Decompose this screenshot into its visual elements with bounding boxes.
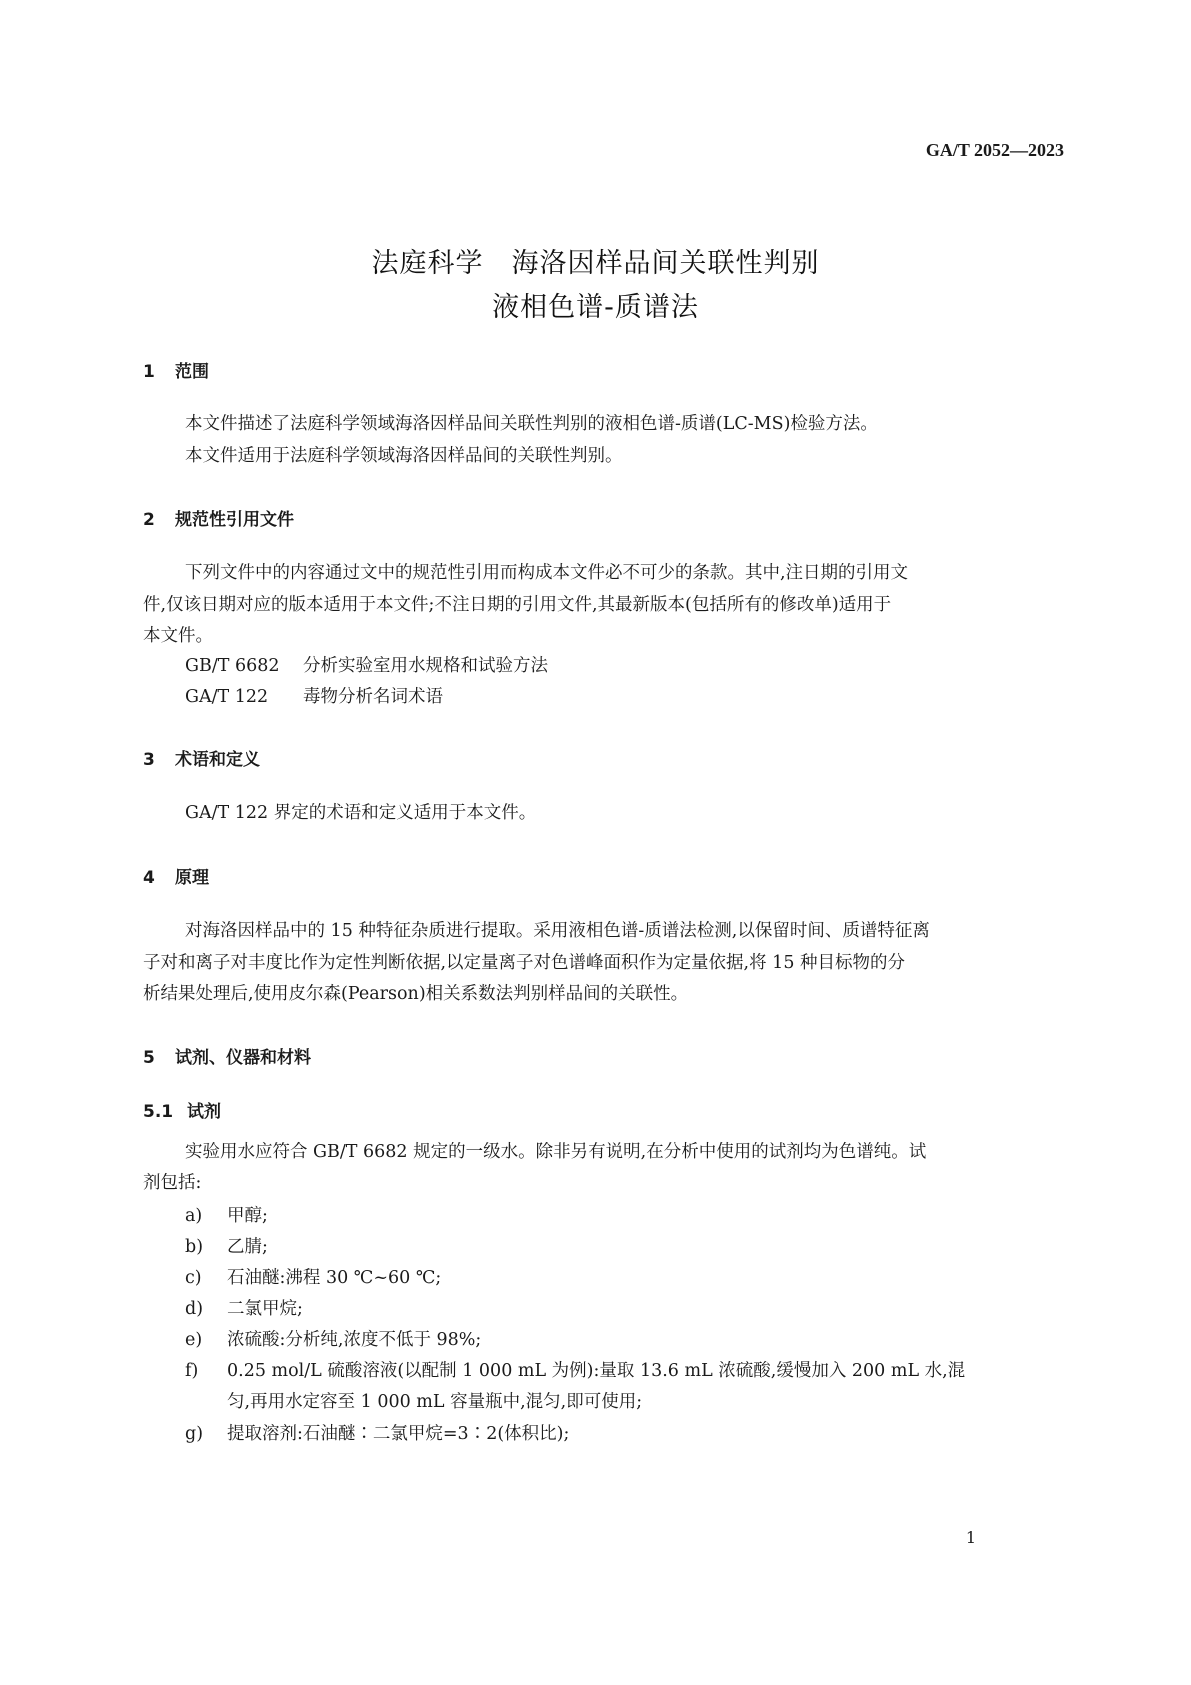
section-number: 5.1	[143, 1102, 174, 1122]
list-label: f)	[185, 1361, 199, 1381]
section-number: 5	[143, 1048, 155, 1068]
list-item-d	[185, 1295, 303, 1320]
list-text: 二氯甲烷;	[227, 1299, 303, 1319]
section-2-paragraph-line2: 件,仅该日期对应的版本适用于本文件;不注日期的引用文件,其最新版本(包括所有的修改单)适用于	[143, 595, 892, 615]
list-text: 浓硫酸:分析纯,浓度不低于 98%;	[227, 1330, 482, 1350]
list-item-a	[185, 1202, 268, 1227]
section-5-1-paragraph-line2: 剂包括:	[143, 1173, 202, 1193]
list-text: 提取溶剂:石油醚∶二氯甲烷=3∶2(体积比);	[227, 1424, 570, 1444]
list-label: b)	[185, 1237, 204, 1257]
reference-code: GB/T 6682	[185, 656, 280, 676]
section-5-heading	[143, 1043, 311, 1068]
reference-name: 分析实验室用水规格和试验方法	[303, 656, 548, 676]
list-item-e	[185, 1326, 481, 1351]
section-number: 1	[143, 362, 155, 382]
section-title: 试剂、仪器和材料	[175, 1048, 311, 1068]
section-number: 3	[143, 750, 155, 770]
doc-title-line2: 液相色谱-质谱法	[492, 292, 699, 323]
section-title: 原理	[175, 868, 209, 888]
section-2-heading	[143, 505, 294, 530]
section-4-paragraph-line1: 对海洛因样品中的 15 种特征杂质进行提取。采用液相色谱-质谱法检测,以保留时间、质谱特征离	[185, 921, 930, 941]
list-item-g	[185, 1420, 569, 1445]
section-4-paragraph-line3: 析结果处理后,使用皮尔森(Pearson)相关系数法判别样品间的关联性。	[143, 984, 689, 1004]
list-label: a)	[185, 1206, 203, 1226]
section-2-paragraph-line3: 本文件。	[143, 626, 213, 646]
reference-code: GA/T 122	[185, 687, 269, 707]
page-number: 1	[965, 1528, 976, 1547]
normative-reference	[185, 652, 548, 677]
section-2-paragraph-line1: 下列文件中的内容通过文中的规范性引用而构成本文件必不可少的条款。其中,注日期的引用文	[185, 563, 909, 583]
list-label: e)	[185, 1330, 203, 1350]
list-item-f	[185, 1357, 965, 1382]
normative-reference	[185, 683, 443, 708]
section-1-paragraph-1: 本文件描述了法庭科学领域海洛因样品间关联性判别的液相色谱-质谱(LC-MS)检验方法。	[185, 414, 878, 434]
reference-name: 毒物分析名词术语	[303, 687, 443, 707]
section-1-heading	[143, 357, 209, 382]
list-item-c	[185, 1264, 441, 1289]
section-3-heading	[143, 745, 260, 770]
list-label: g)	[185, 1424, 204, 1444]
list-label: d)	[185, 1299, 204, 1319]
section-title: 术语和定义	[175, 750, 260, 770]
list-text: 甲醇;	[227, 1206, 268, 1226]
section-1-paragraph-2: 本文件适用于法庭科学领域海洛因样品间的关联性判别。	[185, 446, 623, 466]
list-text: 石油醚:沸程 30 ℃~60 ℃;	[227, 1268, 442, 1288]
list-item-f-continuation: 匀,再用水定容至 1 000 mL 容量瓶中,混匀,即可使用;	[227, 1392, 643, 1412]
list-item-b	[185, 1233, 268, 1258]
list-text: 乙腈;	[227, 1237, 268, 1257]
standard-id: GA/T 2052—2023	[925, 140, 1064, 160]
list-label: c)	[185, 1268, 202, 1288]
section-3-paragraph: GA/T 122 界定的术语和定义适用于本文件。	[185, 803, 537, 823]
section-title: 试剂	[187, 1102, 221, 1122]
doc-title-line1: 法庭科学 海洛因样品间关联性判别	[371, 248, 820, 279]
section-5-1-heading	[143, 1097, 221, 1122]
section-4-paragraph-line2: 子对和离子对丰度比作为定性判断依据,以定量离子对色谱峰面积作为定量依据,将 15 种目标物的分	[143, 953, 906, 973]
section-title: 规范性引用文件	[175, 510, 294, 530]
list-text: 0.25 mol/L 硫酸溶液(以配制 1 000 mL 为例):量取 13.6 mL 浓硫酸,缓慢加入 200 mL 水,混	[227, 1361, 966, 1381]
section-4-heading	[143, 863, 209, 888]
section-title: 范围	[175, 362, 209, 382]
section-number: 2	[143, 510, 155, 530]
section-number: 4	[143, 868, 155, 888]
section-5-1-paragraph-line1: 实验用水应符合 GB/T 6682 规定的一级水。除非另有说明,在分析中使用的试剂均为色谱纯。试	[185, 1142, 927, 1162]
